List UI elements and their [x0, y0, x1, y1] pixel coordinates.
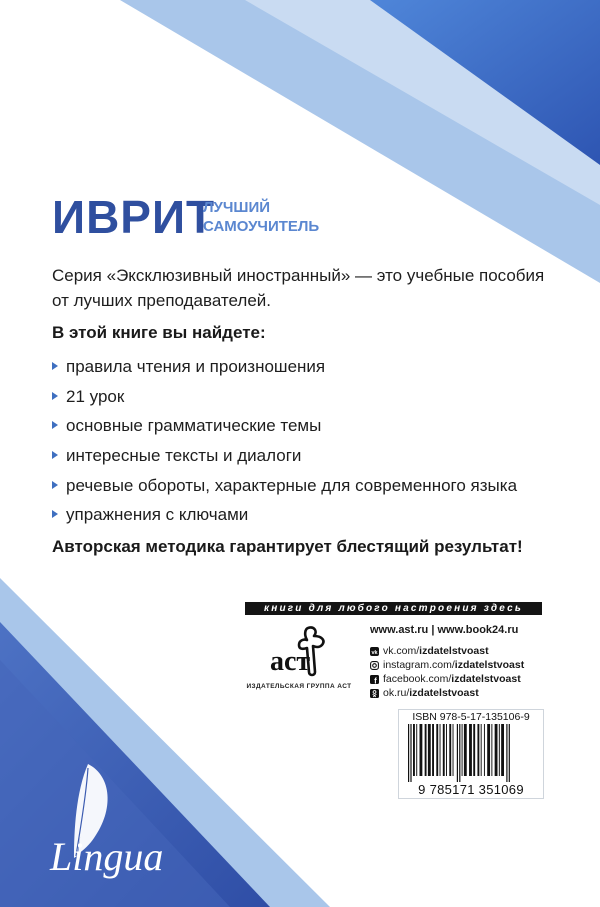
barcode-bar: [499, 724, 500, 776]
triangle-bullet-icon: [52, 510, 58, 518]
logo-text: аст: [270, 646, 311, 677]
barcode-bar: [446, 724, 447, 776]
barcode-bar: [413, 724, 415, 776]
publisher-websites[interactable]: www.ast.ru | www.book24.ru: [370, 624, 519, 636]
social-link-odnoklassniki[interactable]: ok.ru/ izdatelstvoast: [370, 686, 524, 700]
promo-banner: книги для любого настроения здесь: [245, 602, 542, 615]
triangle-bullet-icon: [52, 392, 58, 400]
publisher-group-label: ИЗДАТЕЛЬСКАЯ ГРУППА АСТ: [246, 683, 352, 690]
barcode-bar: [491, 724, 492, 776]
triangle-bullet-icon: [52, 481, 58, 489]
title-subtitle-line2: САМОУЧИТЕЛЬ: [203, 218, 320, 235]
barcode-bar: [462, 724, 463, 776]
barcode-bar: [473, 724, 475, 776]
barcode-bar: [443, 724, 445, 776]
barcode-bar: [425, 724, 427, 776]
barcode-digits: 9 785171 351069: [418, 782, 524, 797]
triangle-bullet-icon: [52, 451, 58, 459]
list-item: основные грамматические темы: [52, 413, 517, 443]
social-links: [370, 644, 524, 700]
barcode-bar: [509, 724, 510, 782]
isbn-number: ISBN 978-5-17-135106-9: [412, 711, 530, 723]
barcode-bar: [484, 724, 485, 776]
barcode-bar: [459, 724, 460, 782]
barcode-bar: [469, 724, 472, 776]
title-subtitle: [203, 198, 319, 236]
barcode-bar: [449, 724, 451, 776]
triangle-bullet-icon: [52, 421, 58, 429]
slogan: Авторская методика гарантирует блестящий результат!: [52, 537, 523, 556]
social-link-facebook[interactable]: f facebook.com/ izdatelstvoast: [370, 672, 524, 686]
title-main: ИВРИТ: [52, 191, 216, 243]
triangle-bullet-icon: [52, 362, 58, 370]
barcode-bar: [464, 724, 467, 776]
imprint-text: Lingua: [50, 834, 164, 879]
barcode-bar: [495, 724, 498, 776]
list-item: 21 урок: [52, 384, 517, 414]
barcode-bar: [420, 724, 423, 776]
social-link-instagram[interactable]: instagram.com/ izdatelstvoast: [370, 658, 524, 672]
list-item: правила чтения и произношения: [52, 354, 517, 384]
barcode-bar: [501, 724, 504, 776]
barcode-bar: [506, 724, 507, 782]
barcode-bar: [432, 724, 434, 776]
facebook-icon: [370, 675, 379, 684]
barcode-bar: [416, 724, 417, 776]
social-link-vk[interactable]: vk vk.com/ izdatelstvoast: [371, 645, 489, 657]
barcode-bar: [453, 724, 454, 776]
title-subtitle-line1: ЛУЧШИЙ: [203, 199, 271, 216]
barcode-bar: [428, 724, 431, 776]
vk-icon: [370, 647, 379, 656]
barcode-bar: [436, 724, 438, 776]
odnoklassniki-icon: [370, 689, 379, 698]
barcode-bar: [487, 724, 490, 776]
barcode-bars: [406, 724, 536, 782]
svg-text:f: f: [374, 675, 377, 684]
list-item: речевые обороты, характерные для современного языка: [52, 473, 517, 503]
instagram-icon: [370, 661, 379, 670]
barcode-bar: [481, 724, 482, 776]
list-item: упражнения с ключами: [52, 502, 517, 532]
isbn-barcode: [398, 709, 544, 799]
features-list: [52, 354, 517, 532]
list-item: интересные тексты и диалоги: [52, 443, 517, 473]
lingua-imprint-logo: [30, 758, 220, 886]
series-intro: Серия «Эксклюзивный иностранный» — это учебные пособия от лучших преподавателей.: [52, 266, 545, 310]
features-heading: В этой книге вы найдете:: [52, 323, 266, 342]
barcode-bar: [410, 724, 411, 782]
barcode-bar: [477, 724, 479, 776]
svg-text:vk: vk: [371, 649, 378, 656]
barcode-bar: [408, 724, 409, 782]
barcode-bar: [457, 724, 458, 782]
barcode-bar: [440, 724, 441, 776]
book-title: [52, 190, 572, 250]
ast-logo: [268, 622, 330, 678]
